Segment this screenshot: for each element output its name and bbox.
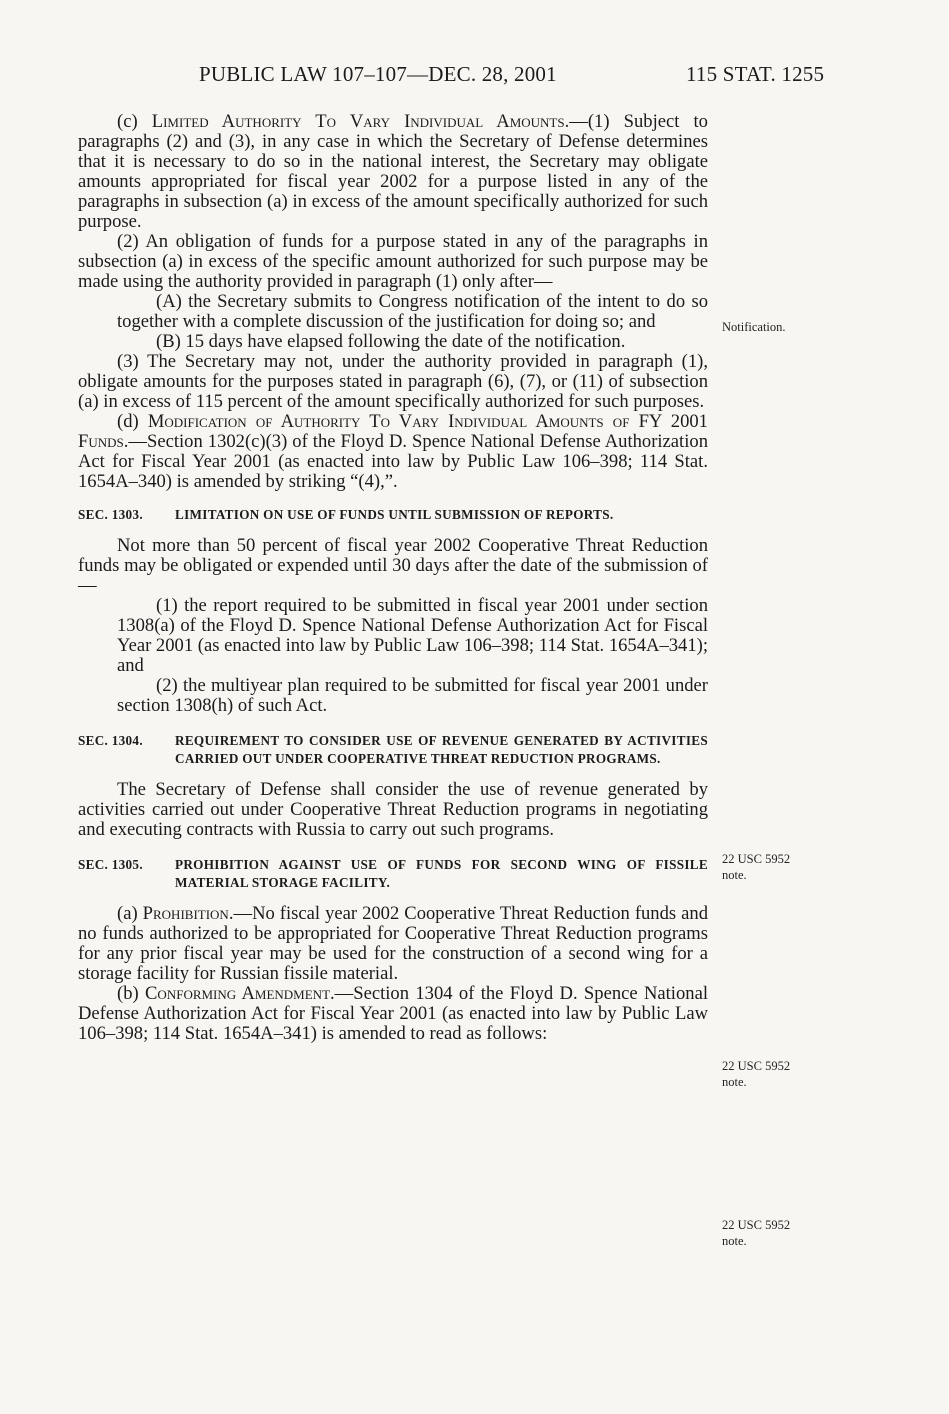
margin-note-usc-1305b-line1: 22 USC 5952 — [722, 1218, 791, 1232]
margin-note-usc-1304 — [722, 851, 790, 883]
sec1305-b-text: .—Section 1304 of the Floyd D. Spence National Defense Authorization Act for Fiscal Year 2001 (as enacted into law by Public Law 106–398; 114 Stat. 1654A–341) is amended to read as follows: — [78, 983, 708, 1044]
paragraph-c-prefix: (c) — [117, 111, 152, 132]
sec1303-intro: Not more than 50 percent of fiscal year 2002 Cooperative Threat Reduction funds may be obligated or expended until 30 days after the date of the submission of— — [78, 535, 708, 596]
paragraph-c-text: .—(1) Subject to paragraphs (2) and (3), in any case in which the Secretary of Defense determines that it is necessary to do so in the national interest, the Secretary may obligate amounts appropriated for fiscal year 2002 for a purpose listed in any of the paragraphs in subsection (a) in excess of the amount specifically authorized for such purpose. — [78, 111, 708, 232]
section-heading-1303 — [78, 506, 708, 524]
sec1305-paragraph-b — [78, 984, 708, 1044]
paragraph-d-text: .—Section 1302(c)(3) of the Floyd D. Spence National Defense Authorization Act for Fiscal Year 2001 (as enacted into law by Public Law 106–398; 114 Stat. 1654A–340) is amended by striking “(4),”. — [78, 431, 708, 492]
paragraph-c — [78, 112, 708, 232]
section-heading-1304 — [78, 732, 708, 768]
paragraph-c2A: (A) the Secretary submits to Congress notification of the intent to do so together with a complete discussion of the justification for doing so; and — [117, 291, 708, 332]
section-title-1305: PROHIBITION AGAINST USE OF FUNDS FOR SECOND WING OF FISSILE MATERIAL STORAGE FACILITY. — [175, 857, 708, 890]
sec1303-item-2: (2) the multiyear plan required to be submitted for fiscal year 2001 under section 1308(h) of such Act. — [117, 675, 708, 716]
margin-note-usc-1304-line1: 22 USC 5952 — [722, 852, 791, 866]
paragraph-c-heading: Limited Authority To Vary Individual Amounts — [151, 111, 565, 132]
sec1305-a-prefix: (a) — [117, 903, 143, 924]
paragraph-d-prefix: (d) — [117, 411, 148, 432]
paragraph-c2B: (B) 15 days have elapsed following the date of the notification. — [156, 331, 626, 352]
sec1304-text: The Secretary of Defense shall consider the use of revenue generated by activities carried out under Cooperative Threat Reduction programs in negotiating and executing contracts with Russia to carry out such programs. — [78, 779, 708, 840]
margin-note-usc-1305b — [722, 1217, 790, 1249]
section-title-1303: LIMITATION ON USE OF FUNDS UNTIL SUBMISSION OF REPORTS. — [175, 507, 614, 522]
running-header-page: 115 STAT. 1255 — [686, 62, 825, 86]
margin-note-usc-1304-line2: note. — [722, 868, 747, 882]
paragraph-c2: (2) An obligation of funds for a purpose stated in any of the paragraphs in subsection (a) in excess of the specific amount authorized for such purpose may be made using the authority provided in paragraph (1) only after— — [78, 231, 708, 292]
margin-note-usc-1305a — [722, 1058, 790, 1090]
paragraph-d — [78, 412, 708, 492]
section-title-1304: REQUIREMENT TO CONSIDER USE OF REVENUE GENERATED BY ACTIVITIES CARRIED OUT UNDER COOPERATIVE THREAT REDUCTION PROGRAMS. — [175, 733, 708, 766]
section-heading-1305 — [78, 856, 708, 892]
sec1305-b-prefix: (b) — [117, 983, 146, 1004]
section-number-1304: SEC. 1304. — [78, 733, 143, 748]
margin-note-notification-text: Notification. — [722, 320, 786, 334]
paragraph-d-heading: Modification of Authority To Vary Individual Amounts of FY 2001 Funds — [78, 411, 708, 452]
section-number-1303: SEC. 1303. — [78, 507, 143, 522]
margin-note-notification — [722, 319, 786, 335]
sec1303-item-1: (1) the report required to be submitted in fiscal year 2001 under section 1308(a) of the Floyd D. Spence National Defense Authorization Act for Fiscal Year 2001 (as enacted into law by Public Law 106–398; 114 Stat. 1654A–341); and — [117, 595, 708, 676]
margin-note-usc-1305a-line1: 22 USC 5952 — [722, 1059, 791, 1073]
document-body — [78, 112, 708, 1044]
running-header-law: PUBLIC LAW 107–107—DEC. 28, 2001 — [199, 62, 557, 86]
sec1305-b-heading: Conforming Amendment — [145, 983, 331, 1004]
margin-note-usc-1305a-line2: note. — [722, 1075, 747, 1089]
sec1305-paragraph-a — [78, 904, 708, 984]
section-number-1305: SEC. 1305. — [78, 857, 143, 872]
sec1305-a-text: .—No fiscal year 2002 Cooperative Threat Reduction funds and no funds authorized to be appropriated for Cooperative Threat Reduction programs for any prior fiscal year may be used for the construction of a second wing for a storage facility for Russian fissile material. — [78, 903, 708, 984]
sec1305-a-heading: Prohibition — [142, 903, 229, 924]
margin-note-usc-1305b-line2: note. — [722, 1234, 747, 1248]
paragraph-c3: (3) The Secretary may not, under the authority provided in paragraph (1), obligate amounts for the purposes stated in paragraph (6), (7), or (11) of subsection (a) in excess of 115 percent of the amount specifically authorized for such purposes. — [78, 351, 708, 412]
